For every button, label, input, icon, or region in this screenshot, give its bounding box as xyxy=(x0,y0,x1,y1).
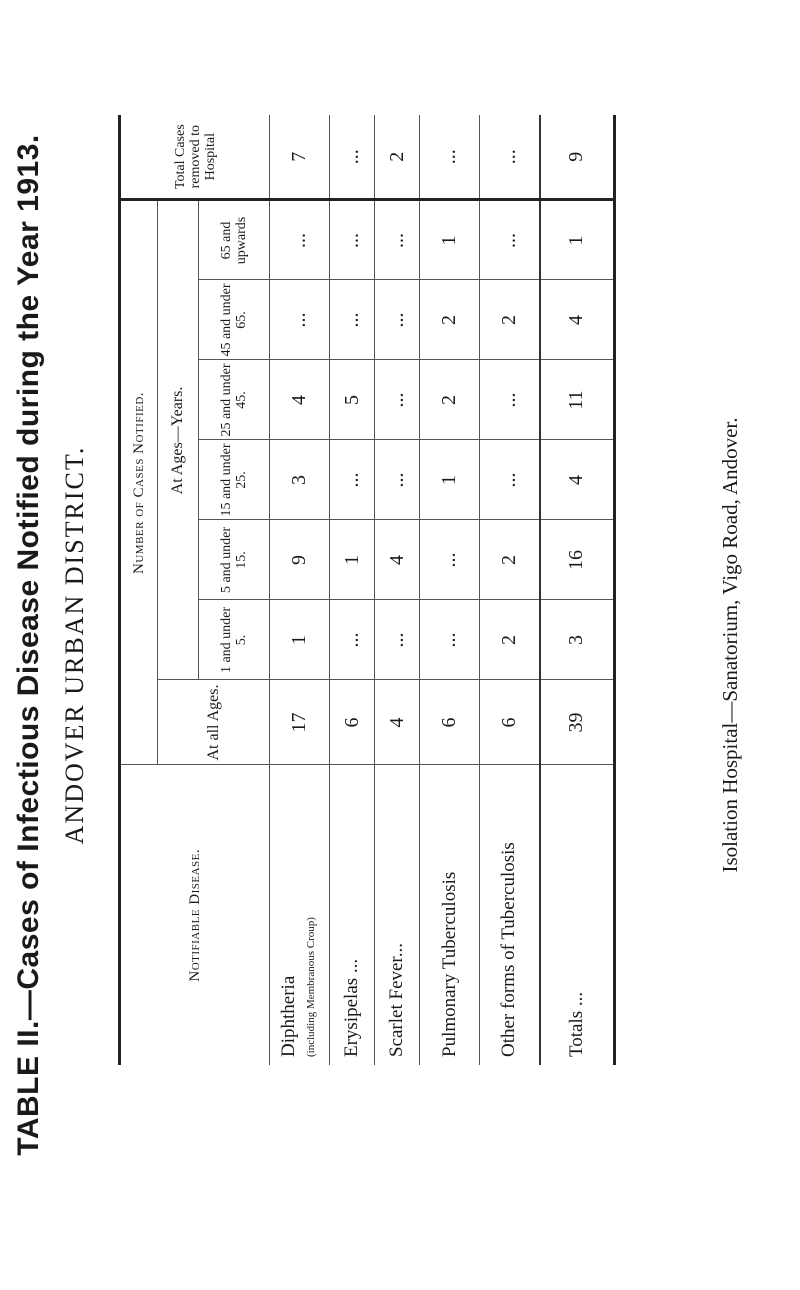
disease-name: Scarlet Fever... xyxy=(375,765,420,1065)
disease-name: Pulmonary Tuberculosis xyxy=(420,765,480,1065)
disease-name: Erysipelas ... xyxy=(330,765,375,1065)
page-title: TABLE II.—Cases of Infectious Disease Notified during the Year 1913. xyxy=(12,134,45,1156)
cell-age: ... xyxy=(420,520,480,600)
cell-age: ... xyxy=(375,360,420,440)
cell-age: ... xyxy=(375,200,420,280)
cell-age: 2 xyxy=(480,520,540,600)
cell-age: 4 xyxy=(270,360,330,440)
total-age: 4 xyxy=(540,280,615,360)
page-subtitle: ANDOVER URBAN DISTRICT. xyxy=(60,445,89,845)
total-age: 16 xyxy=(540,520,615,600)
disease-label: Diphtheria xyxy=(277,975,299,1057)
total-age: 4 xyxy=(540,440,615,520)
cell-age: ... xyxy=(480,200,540,280)
disease-table xyxy=(118,115,616,1065)
total-all-ages: 39 xyxy=(540,680,615,765)
cell-age: 4 xyxy=(375,520,420,600)
cell-age: ... xyxy=(330,280,375,360)
cell-age: 2 xyxy=(420,360,480,440)
cell-all-ages: 6 xyxy=(480,680,540,765)
header-age-45-65: 45 and under 65. xyxy=(199,280,270,360)
header-age-25-45: 25 and under 45. xyxy=(199,360,270,440)
cell-age: 1 xyxy=(330,520,375,600)
cell-age: 3 xyxy=(270,440,330,520)
cell-age: 5 xyxy=(330,360,375,440)
cell-all-ages: 4 xyxy=(375,680,420,765)
cell-all-ages: 17 xyxy=(270,680,330,765)
cell-age: ... xyxy=(270,200,330,280)
cell-age: 1 xyxy=(420,440,480,520)
totals-label: Totals ... xyxy=(540,765,615,1065)
header-disease: Notifiable Disease. xyxy=(120,765,270,1065)
cell-age: ... xyxy=(270,280,330,360)
header-age-5-15: 5 and under 15. xyxy=(199,520,270,600)
totals-row xyxy=(540,115,615,1065)
total-age: 11 xyxy=(540,360,615,440)
header-row-1 xyxy=(120,115,158,1065)
cell-all-ages: 6 xyxy=(420,680,480,765)
cell-age: ... xyxy=(420,600,480,680)
table-row xyxy=(375,115,420,1065)
cell-age: 2 xyxy=(480,600,540,680)
header-number-notified: Number of Cases Notified. xyxy=(120,200,158,765)
cell-age: 2 xyxy=(420,280,480,360)
cell-age: ... xyxy=(375,280,420,360)
cell-age: ... xyxy=(330,200,375,280)
total-age: 1 xyxy=(540,200,615,280)
disease-note: (including Membranous Croup) xyxy=(304,917,317,1057)
cell-removed: 7 xyxy=(270,115,330,200)
header-removed-to-hospital: Total Cases removed to Hospital xyxy=(120,115,270,200)
cell-removed: 2 xyxy=(375,115,420,200)
cell-age: ... xyxy=(330,440,375,520)
header-at-ages: At Ages—Years. xyxy=(158,200,199,680)
cell-age: ... xyxy=(330,600,375,680)
disease-name: Other forms of Tuberculosis xyxy=(480,765,540,1065)
cell-age: ... xyxy=(375,440,420,520)
table-row xyxy=(270,115,330,1065)
table-row xyxy=(480,115,540,1065)
header-age-15-25: 15 and under 25. xyxy=(199,440,270,520)
cell-removed: ... xyxy=(420,115,480,200)
cell-age: 2 xyxy=(480,280,540,360)
table-row xyxy=(330,115,375,1065)
cell-age: 1 xyxy=(270,600,330,680)
cell-age: 1 xyxy=(420,200,480,280)
cell-age: 9 xyxy=(270,520,330,600)
cell-removed: ... xyxy=(330,115,375,200)
cell-age: ... xyxy=(375,600,420,680)
header-at-all-ages: At all Ages. xyxy=(158,680,270,765)
total-age: 3 xyxy=(540,600,615,680)
header-age-65-up: 65 and upwards xyxy=(199,200,270,280)
total-removed: 9 xyxy=(540,115,615,200)
table-row xyxy=(420,115,480,1065)
disease-name xyxy=(270,765,330,1065)
cell-all-ages: 6 xyxy=(330,680,375,765)
cell-age: ... xyxy=(480,360,540,440)
header-age-1-5: 1 and under 5. xyxy=(199,600,270,680)
cell-age: ... xyxy=(480,440,540,520)
footnote: Isolation Hospital—Sanatorium, Vigo Road, Andover. xyxy=(718,417,742,873)
cell-removed: ... xyxy=(480,115,540,200)
